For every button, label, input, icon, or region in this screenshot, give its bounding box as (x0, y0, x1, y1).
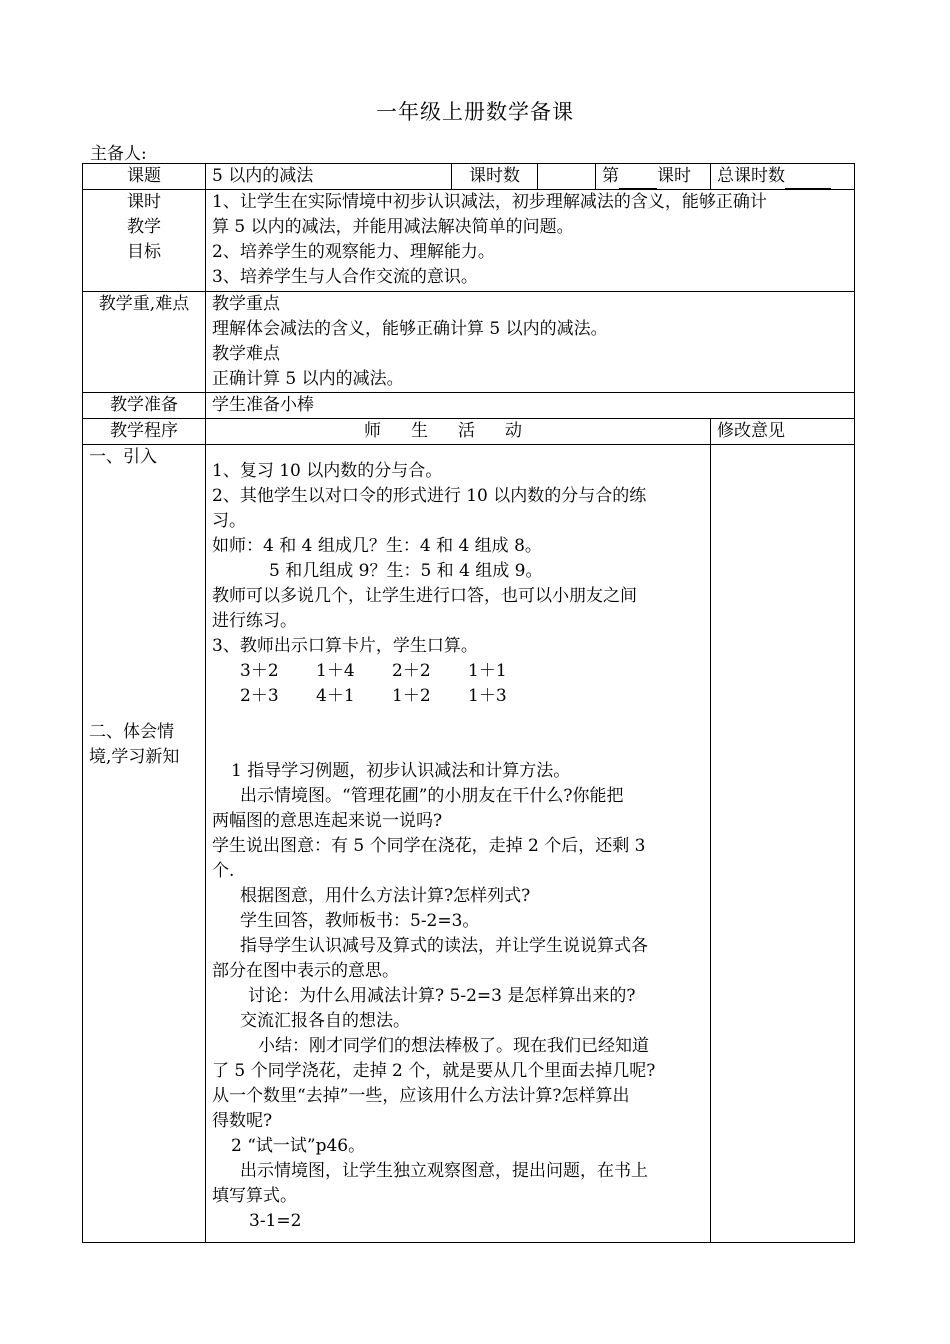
intro-line: 1、复习 10 以内数的分与合。 (212, 461, 443, 481)
lesson-number-suffix: 课时 (657, 166, 691, 186)
intro-line: 教师可以多说几个，让学生进行口答，也可以小朋友之间 (212, 586, 637, 606)
activity-line: 1 指导学习例题，初步认识减法和计算方法。 (231, 761, 571, 781)
topic-label: 课题 (83, 164, 206, 190)
row-procedure-body (83, 445, 855, 1243)
activity-line: 从一个数里“去掉”一些，应该用什么方法计算?怎样算出 (212, 1086, 630, 1106)
intro-line: 3、教师出示口算卡片，学生口算。 (212, 636, 478, 656)
activity-line: 部分在图中表示的意思。 (212, 961, 399, 981)
procedure-activities (206, 445, 711, 1243)
preparation-value: 学生准备小棒 (206, 393, 855, 419)
lesson-number-cell (596, 164, 711, 190)
activity-line: 两幅图的意思连起来说一说吗? (212, 811, 443, 831)
stage-new-knowledge-line: 二、体会情 (89, 722, 174, 742)
objective-line: 2、培养学生的观察能力、理解能力。 (212, 242, 495, 262)
intro-line: 习。 (212, 511, 246, 531)
procedure-stages (83, 445, 206, 1243)
calc-item: 1＋4 (316, 661, 355, 681)
row-objectives (83, 190, 855, 292)
topic-value: 5 以内的减法 (206, 164, 452, 190)
key-point-line: 教学难点 (212, 344, 280, 364)
objectives-label-line: 目标 (127, 242, 161, 262)
activity-line: 指导学生认识减号及算式的读法，并让学生说说算式各 (240, 936, 648, 956)
document-title: 一年级上册数学备课 (376, 100, 574, 124)
intro-line: 2、其他学生以对口令的形式进行 10 以内数的分与合的练 (212, 486, 647, 506)
calc-item: 4＋1 (316, 686, 355, 706)
activity-header (206, 419, 711, 445)
calc-item: 1＋2 (392, 686, 431, 706)
key-point-line: 正确计算 5 以内的减法。 (212, 369, 404, 389)
activity-header-text: 师生活动 (364, 421, 552, 441)
objective-line: 算 5 以内的减法，并能用减法解决简单的问题。 (212, 217, 574, 237)
calc-row (212, 684, 704, 709)
procedure-label: 教学程序 (83, 419, 206, 445)
key-point-line: 理解体会减法的含义，能够正确计算 5 以内的减法。 (212, 319, 608, 339)
total-hours-cell (711, 164, 855, 190)
hours-label: 课时数 (452, 164, 538, 190)
activity-line: 学生说出图意：有 5 个同学在浇花，走掉 2 个后，还剩 3 (212, 836, 646, 856)
objectives-label-line: 教学 (127, 217, 161, 237)
stage-intro: 一、引入 (89, 447, 157, 467)
row-key-points (83, 292, 855, 393)
stage-new-knowledge-line: 境,学习新知 (89, 747, 180, 767)
hours-value (538, 164, 596, 190)
revision-notes (711, 445, 855, 1243)
preparation-label: 教学准备 (83, 393, 206, 419)
lesson-number-blank (619, 168, 657, 189)
intro-line: 如师：4 和 4 组成几？生：4 和 4 组成 8。 (212, 536, 542, 556)
activity-line: 个. (212, 861, 235, 881)
lesson-plan-table (82, 163, 855, 1243)
revision-header: 修改意见 (711, 419, 855, 445)
key-point-line: 教学重点 (212, 294, 280, 314)
objective-line: 1、让学生在实际情境中初步认识减法，初步理解减法的含义，能够正确计 (212, 192, 767, 212)
activity-line: 出示情境图，让学生独立观察图意，提出问题，在书上 (240, 1161, 648, 1181)
calc-item: 2＋3 (240, 686, 279, 706)
activity-line: 了 5 个同学浇花，走掉 2 个，就是要从几个里面去掉几呢? (212, 1061, 656, 1081)
calc-item: 2＋2 (392, 661, 431, 681)
objective-line: 3、培养学生与人合作交流的意识。 (212, 267, 478, 287)
activity-line: 3-1=2 (249, 1211, 302, 1231)
objectives-content (206, 190, 855, 292)
row-topic (83, 164, 855, 190)
activity-line: 得数呢? (212, 1111, 273, 1131)
calc-row (212, 659, 704, 684)
total-hours-label: 总课时数 (717, 166, 785, 186)
total-hours-blank (785, 168, 831, 189)
objectives-label (83, 190, 206, 292)
row-preparation (83, 393, 855, 419)
activity-line: 出示情境图。“管理花圃”的小朋友在干什么?你能把 (240, 786, 624, 806)
objectives-label-line: 课时 (127, 192, 161, 212)
activity-line: 2 “试一试”p46。 (231, 1136, 366, 1156)
activity-line: 讨论：为什么用减法计算? 5-2=3 是怎样算出来的? (248, 986, 636, 1006)
activity-line: 小结：刚才同学们的想法棒极了。现在我们已经知道 (258, 1036, 649, 1056)
key-points-label: 教学重,难点 (83, 292, 206, 393)
activity-line: 根据图意，用什么方法计算?怎样列式? (240, 886, 531, 906)
activity-line: 学生回答，教师板书：5-2=3。 (240, 911, 480, 931)
calc-item: 3＋2 (240, 661, 279, 681)
preparer-label: 主备人: (90, 144, 147, 164)
intro-line: 进行练习。 (212, 611, 297, 631)
key-points-content (206, 292, 855, 393)
calc-item: 1＋1 (468, 661, 507, 681)
activity-line: 填写算式。 (212, 1186, 297, 1206)
intro-line: 5 和几组成 9？生：5 和 4 组成 9。 (269, 561, 543, 581)
lesson-number-prefix: 第 (602, 166, 619, 186)
activity-line: 交流汇报各自的想法。 (240, 1011, 410, 1031)
row-procedure-header (83, 419, 855, 445)
calc-item: 1＋3 (468, 686, 507, 706)
